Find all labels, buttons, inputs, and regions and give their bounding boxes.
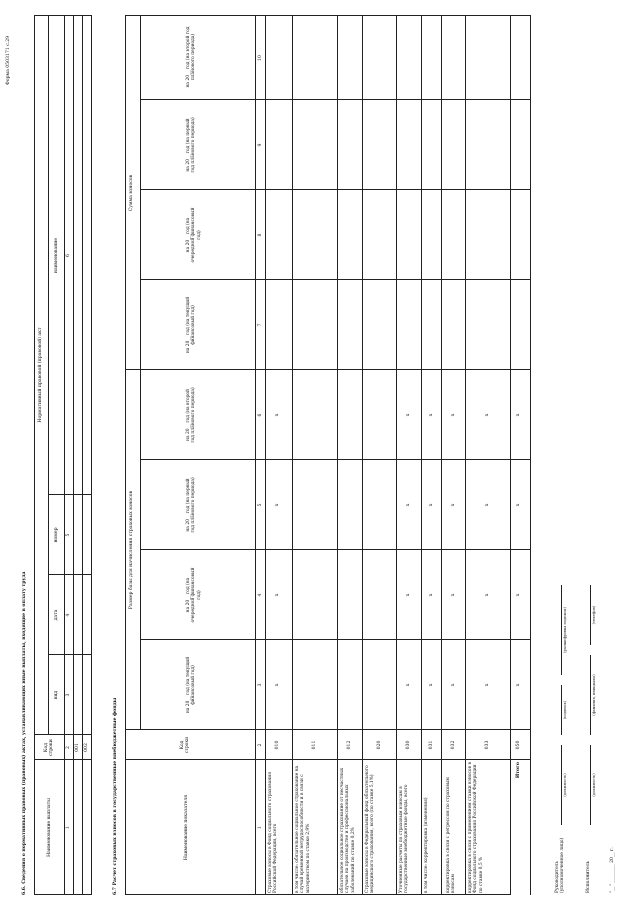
header-indicator: Наименование показателя <box>184 794 189 861</box>
cross-mark: x <box>485 683 490 687</box>
header-period: на 20__ год (на второй год планового периода) <box>186 26 197 88</box>
row-code: 002 <box>84 743 89 752</box>
header-period: на 20__ год (на очередной финансовый год) <box>186 207 202 263</box>
col-num: 6 <box>66 254 71 257</box>
cross-mark: x <box>516 593 521 597</box>
cross-mark: x <box>451 503 456 507</box>
head-label: Руководитель (уполномоченное лицо) <box>555 837 566 893</box>
header-period: на 20__ год (на первый год планового периода) <box>186 117 197 173</box>
date-line: "__" ________ 20__ г. <box>610 847 615 893</box>
header-title: наименование <box>54 237 59 274</box>
row-code: 012 <box>347 740 352 750</box>
total-label: Итого <box>516 762 521 779</box>
cross-mark: x <box>429 593 434 597</box>
row-code: 001 <box>75 743 80 752</box>
header-payment-name: Наименование выплаты <box>47 798 52 857</box>
row-code: 032 <box>451 740 456 750</box>
cross-mark: x <box>451 413 456 417</box>
header-kind: вид <box>54 690 59 700</box>
row-code: 020 <box>377 740 382 750</box>
col-num: 2 <box>258 743 263 747</box>
form-id: Форма 0503171 с.29 <box>6 35 11 85</box>
col-num: 4 <box>66 613 71 617</box>
cross-mark: x <box>275 593 280 597</box>
col-num: 3 <box>258 683 263 687</box>
cross-mark: x <box>275 413 280 417</box>
row-label: Страховые взносы в Федеральный фонд обязательного медицинского страхования, всего (по ставке 5,1%) <box>365 765 376 893</box>
row-code: 030 <box>406 740 411 750</box>
cross-mark: x <box>485 503 490 507</box>
col-num: 3 <box>66 693 71 697</box>
cross-mark: x <box>429 683 434 687</box>
row-label: Уточненные расчеты по страховым взносам в государственные внебюджетные фонды, всего <box>399 784 410 893</box>
section-67-title: 6.7 Расчет страховых взносов в государственные внебюджетные фонды <box>113 697 118 895</box>
row-label: корректировка в связи с регрессом по страховым взносам <box>446 777 457 893</box>
cross-mark: x <box>516 683 521 687</box>
row-label: в том числе: корректировка (изменения) <box>424 797 429 893</box>
cross-mark: x <box>275 503 280 507</box>
header-period: на 20__ год (на очередной финансовый год) <box>186 567 202 623</box>
cross-mark: x <box>406 593 411 597</box>
header-row-code: Код строки <box>180 737 191 754</box>
col-num: 4 <box>258 593 263 597</box>
header-act: Нормативный правовой (правовой) акт <box>38 327 43 423</box>
col-num: 1 <box>66 826 71 829</box>
cross-mark: x <box>516 413 521 417</box>
row-code: 050 <box>516 740 521 750</box>
header-period: на 20__ год (на второй год планового периода) <box>186 387 197 443</box>
cross-mark: x <box>429 503 434 507</box>
col-num: 7 <box>258 323 263 327</box>
fio-caption: (фамилия, инициалы) <box>592 674 596 716</box>
row-code: 031 <box>429 740 434 750</box>
position-caption: (должность) <box>563 773 567 797</box>
cross-mark: x <box>429 413 434 417</box>
cross-mark: x <box>485 413 490 417</box>
cross-mark: x <box>516 503 521 507</box>
col-num: 6 <box>258 413 263 417</box>
header-number: номер <box>54 527 59 543</box>
cross-mark: x <box>406 683 411 687</box>
row-code: 010 <box>275 740 280 750</box>
row-label: в том числе: обязательное социальное страхование на случай временной нетрудоспособности и в связи с материнством по ставке 2,9% <box>295 765 311 893</box>
header-base-group: Размер базы для начисления страховых взносов <box>129 490 134 610</box>
col-num: 5 <box>66 533 71 537</box>
cross-mark: x <box>275 683 280 687</box>
cross-mark: x <box>406 413 411 417</box>
signature-caption: (подпись) <box>563 700 567 720</box>
executor-label: Исполнитель <box>586 860 591 893</box>
cross-mark: x <box>451 593 456 597</box>
header-sum-group: Сумма взносов <box>129 174 134 212</box>
row-label: корректировка в связи с применением ставки взносов в Фонд социального страхования Российской Федерации по ставке 0,5 % <box>468 762 484 893</box>
header-date: дата <box>54 609 59 621</box>
position-caption: (должность) <box>592 773 596 797</box>
row-code: 011 <box>312 740 317 750</box>
col-num: 9 <box>258 143 263 147</box>
header-period: на 20__ год (на текущий финансовый год) <box>186 656 197 714</box>
header-row-code: Код строки <box>44 739 55 756</box>
col-num: 10 <box>258 55 263 61</box>
row-label: обязательное социальное страхование от несчастных случаев на производстве и профессиональных заболеваний по ставке 0,2% <box>340 767 356 893</box>
header-period: на 20__ год (на текущий финансовый год) <box>186 296 197 354</box>
row-label: Страховые взносы в Фонд социального страхования Российской Федерации, всего <box>268 772 279 893</box>
col-num: 8 <box>258 233 263 237</box>
row-code: 033 <box>485 740 490 750</box>
phone-caption: (телефон) <box>592 605 596 625</box>
cross-mark: x <box>451 683 456 687</box>
header-period: на 20__ год (на первый год планового периода) <box>186 477 197 533</box>
cross-mark: x <box>485 593 490 597</box>
col-num: 5 <box>258 503 263 507</box>
col-num: 2 <box>66 746 71 749</box>
decoding-caption: (расшифровка подписи) <box>563 607 567 653</box>
col-num: 1 <box>258 826 263 829</box>
section-66-title: 6.6. Сведения о нормативных правовых (правовых) актах, устанавливающих иные выплаты, входящие в оплату труда <box>22 571 27 895</box>
cross-mark: x <box>406 503 411 507</box>
